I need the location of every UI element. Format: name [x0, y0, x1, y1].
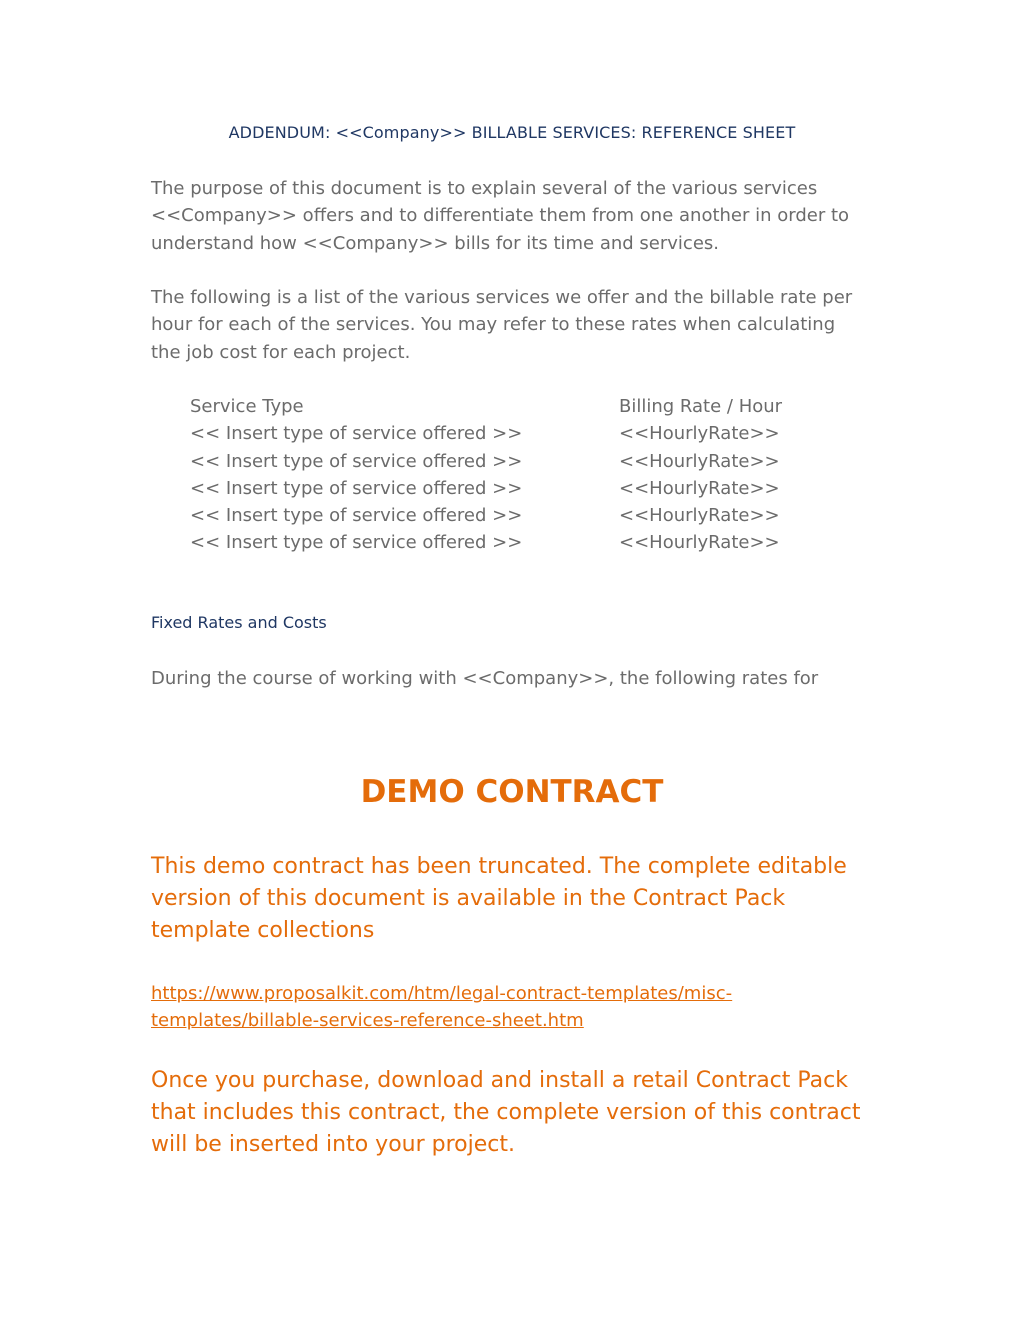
text-line: template collections	[151, 918, 375, 943]
column-header-billing-rate: Billing Rate / Hour	[619, 396, 783, 417]
text-line: The purpose of this document is to explain several of the various services	[151, 178, 818, 199]
hourly-rate-cell: <<HourlyRate>>	[619, 450, 780, 472]
hourly-rate-cell: <<HourlyRate>>	[619, 532, 780, 554]
text-line: <<Company>> offers and to differentiate them from one another in order to	[151, 205, 850, 227]
section-heading-fixed-rates: Fixed Rates and Costs	[151, 613, 327, 632]
demo-truncated-notice	[151, 851, 891, 947]
contract-pack-link[interactable]	[151, 980, 732, 1035]
service-type-cell: << Insert type of service offered >>	[190, 423, 523, 445]
service-type-cell: << Insert type of service offered >>	[190, 450, 523, 472]
hourly-rate-cell: <<HourlyRate>>	[619, 423, 780, 445]
link-line[interactable]: https://www.proposalkit.com/htm/legal-contract-templates/misc-	[151, 983, 733, 1004]
demo-purchase-notice	[151, 1065, 891, 1161]
list-intro-paragraph	[151, 284, 891, 366]
service-type-cell: << Insert type of service offered >>	[190, 532, 523, 554]
text-line: hour for each of the services. You may refer to these rates when calculating	[151, 314, 836, 336]
demo-contract-title: DEMO CONTRACT	[360, 774, 664, 810]
hourly-rate-cell: <<HourlyRate>>	[619, 505, 780, 527]
document-title: ADDENDUM: <<Company>> BILLABLE SERVICES: REFERENCE SHEET	[228, 123, 796, 142]
column-header-service-type: Service Type	[190, 396, 304, 417]
intro-paragraph	[151, 175, 891, 257]
link-line[interactable]: templates/billable-services-reference-sheet.htm	[151, 1010, 584, 1032]
service-type-cell: << Insert type of service offered >>	[190, 505, 523, 527]
text-line: This demo contract has been truncated. The complete editable	[151, 854, 847, 879]
fixed-rates-paragraph	[151, 665, 891, 692]
text-line: Once you purchase, download and install a retail Contract Pack	[151, 1068, 848, 1093]
service-type-cell: << Insert type of service offered >>	[190, 477, 523, 499]
text-line: During the course of working with <<Company>>, the following rates for	[151, 668, 819, 689]
text-line: understand how <<Company>> bills for its time and services.	[151, 232, 719, 254]
hourly-rate-cell: <<HourlyRate>>	[619, 477, 780, 499]
text-line: that includes this contract, the complete version of this contract	[151, 1100, 861, 1125]
text-line: The following is a list of the various services we offer and the billable rate per	[151, 287, 853, 308]
text-line: the job cost for each project.	[151, 341, 411, 363]
text-line: version of this document is available in the Contract Pack	[151, 886, 786, 911]
text-line: will be inserted into your project.	[151, 1132, 515, 1157]
